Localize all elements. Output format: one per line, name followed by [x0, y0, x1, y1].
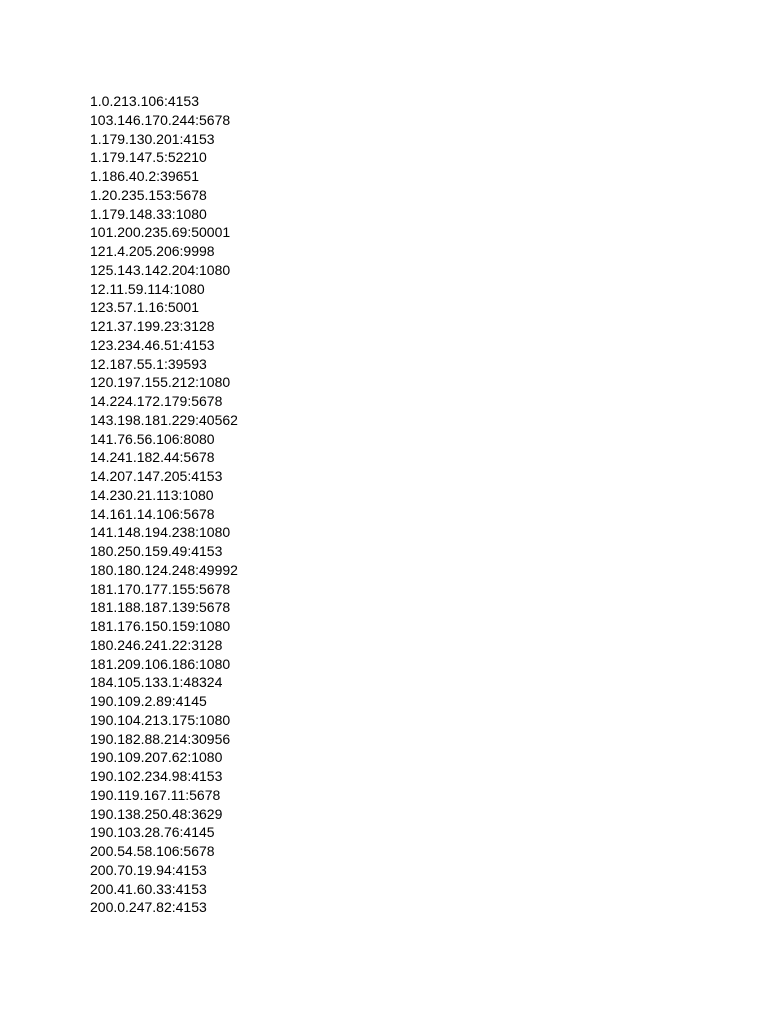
proxy-list: [90, 92, 238, 917]
list-item: 180.250.159.49:4153: [90, 543, 223, 559]
list-item: 123.234.46.51:4153: [90, 336, 215, 353]
list-item: 14.224.172.179:5678: [90, 393, 223, 409]
list-item: 200.54.58.106:5678: [90, 843, 215, 859]
list-item: 121.4.205.206:9998: [90, 243, 215, 259]
list-item: 181.170.177.155:5678: [90, 580, 231, 597]
list-item: 141.148.194.238:1080: [90, 524, 231, 541]
list-item: 14.207.147.205:4153: [90, 468, 223, 484]
list-item: 181.188.187.139:5678: [90, 599, 231, 616]
list-item: 180.246.241.22:3128: [90, 636, 223, 653]
list-item: 120.197.155.212:1080: [90, 374, 231, 391]
list-item: 184.105.133.1:48324: [90, 674, 223, 691]
list-item: 12.187.55.1:39593: [90, 355, 207, 372]
list-item: 1.179.148.33:1080: [90, 205, 207, 222]
list-item: 180.180.124.248:49992: [90, 561, 238, 578]
list-item: 190.182.88.214:30956: [90, 730, 231, 747]
list-item: 1.186.40.2:39651: [90, 168, 199, 184]
list-item: 125.143.142.204:1080: [90, 261, 231, 278]
list-item: 141.76.56.106:8080: [90, 430, 215, 447]
list-item: 200.41.60.33:4153: [90, 880, 207, 897]
list-item: 121.37.199.23:3128: [90, 318, 215, 334]
list-item: 1.179.147.5:52210: [90, 149, 207, 166]
list-item: 181.209.106.186:1080: [90, 655, 231, 672]
list-item: 190.119.167.11:5678: [90, 786, 221, 803]
list-item: 101.200.235.69:50001: [90, 224, 231, 241]
list-item: 190.102.234.98:4153: [90, 768, 223, 784]
list-item: 190.104.213.175:1080: [90, 711, 231, 728]
list-item: 103.146.170.244:5678: [90, 111, 231, 128]
list-item: 12.11.59.114:1080: [90, 280, 205, 297]
list-item: 1.179.130.201:4153: [90, 130, 215, 147]
list-item: 1.0.213.106:4153: [90, 93, 199, 109]
list-item: 1.20.235.153:5678: [90, 186, 207, 203]
list-item: 181.176.150.159:1080: [90, 618, 231, 634]
list-item: 190.103.28.76:4145: [90, 824, 215, 841]
list-item: 190.138.250.48:3629: [90, 805, 223, 822]
list-item: 14.230.21.113:1080: [90, 486, 214, 503]
list-item: 123.57.1.16:5001: [90, 299, 199, 316]
list-item: 190.109.2.89:4145: [90, 693, 207, 709]
list-item: 14.161.14.106:5678: [90, 505, 215, 522]
list-item: 200.70.19.94:4153: [90, 861, 207, 878]
list-item: 190.109.207.62:1080: [90, 749, 223, 766]
list-item: 143.198.181.229:40562: [90, 411, 238, 428]
list-item: 14.241.182.44:5678: [90, 449, 215, 466]
list-item: 200.0.247.82:4153: [90, 899, 207, 916]
